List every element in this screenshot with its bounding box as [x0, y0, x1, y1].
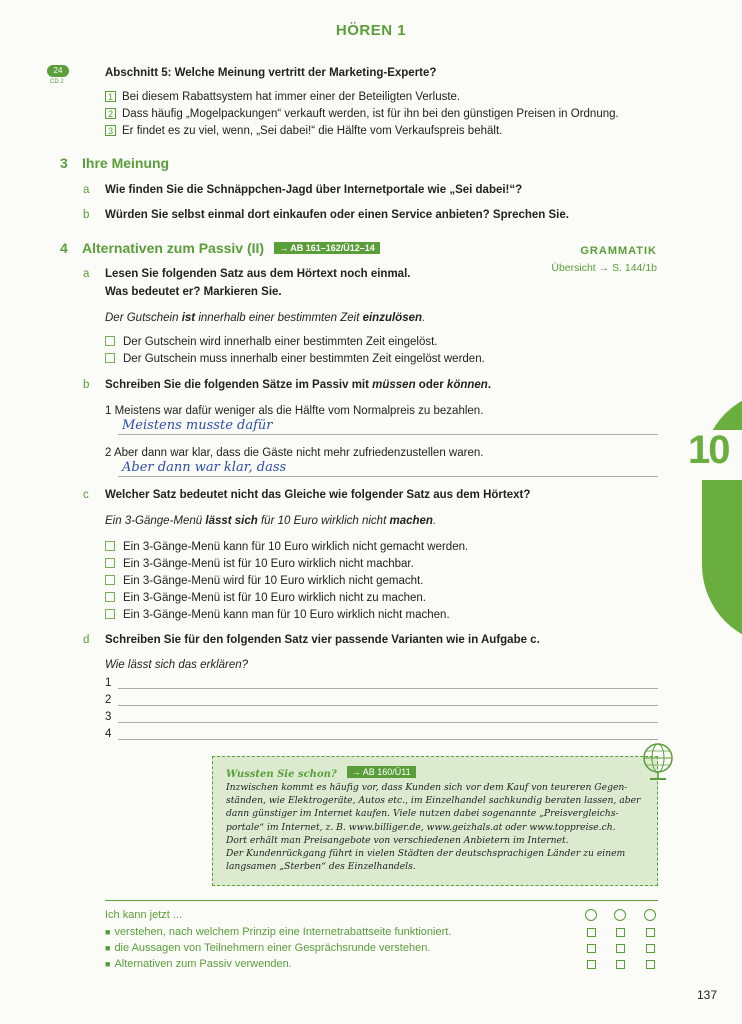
text: einzulösen [362, 312, 423, 324]
kann-item-2 [105, 942, 430, 954]
self-check-box[interactable] [616, 928, 625, 937]
handwritten-answer-1[interactable]: Meistens musste dafür [122, 418, 273, 433]
option-text: Ein 3-Gänge-Menü kann für 10 Euro wirklich nicht gemacht werden. [123, 541, 469, 553]
self-check-box[interactable] [587, 944, 596, 953]
checkbox[interactable] [105, 592, 115, 602]
text-line: ständen, wie Elektrogeräte, Autos etc., im Einzelhandel sachkundig beraten lassen, aber [226, 795, 641, 807]
letter-c: c [83, 489, 89, 501]
self-check-box[interactable] [646, 944, 655, 953]
exercise-4a-line2: Was bedeutet er? Markieren Sie. [105, 286, 282, 298]
text: die Aussagen von Teilnehmern einer Gesprächsrunde verstehen. [114, 942, 431, 954]
option-number: 3 [105, 125, 116, 136]
text: müssen [372, 379, 416, 391]
option-text: Er findet es zu viel, wenn, „Sei dabei!“ die Hälfte vom Verkaufspreis behält. [122, 125, 503, 137]
answer-line[interactable] [118, 705, 658, 706]
text: lässt sich [205, 515, 258, 527]
exercise-3b-text: Würden Sie selbst einmal dort einkaufen oder einen Service anbieten? Sprechen Sie. [105, 209, 569, 221]
option-number: 1 [105, 91, 116, 102]
exercise-4c-option-5[interactable] [105, 609, 450, 621]
kann-item-1 [105, 926, 451, 938]
checkbox[interactable] [105, 336, 115, 346]
exercise-3-title: Ihre Meinung [82, 155, 170, 171]
checkbox[interactable] [105, 609, 115, 619]
exercise-4a-option-2[interactable] [105, 353, 485, 365]
text: Alternativen zum Passiv verwenden. [114, 958, 292, 970]
wussten-box [212, 756, 658, 886]
exercise-3a-text: Wie finden Sie die Schnäppchen-Jagd über Internetportale wie „Sei dabei!“? [105, 184, 523, 196]
self-check-box[interactable] [587, 960, 596, 969]
exercise-4a-option-1[interactable] [105, 336, 437, 348]
self-check-box[interactable] [646, 928, 655, 937]
checkbox[interactable] [105, 558, 115, 568]
abschnitt-question: Abschnitt 5: Welche Meinung vertritt der Marketing-Experte? [105, 67, 437, 79]
abschnitt-option-2[interactable] [105, 108, 619, 120]
text-line: Der Kundenrückgang führt in vielen Städten der deutschsprachigen Länder zu einem [226, 848, 626, 860]
option-text: Der Gutschein muss innerhalb einer bestimmten Zeit eingelöst werden. [123, 353, 485, 365]
text: Schreiben Sie die folgenden Sätze im Passiv mit [105, 379, 373, 391]
wussten-ref: → AB 160/Ü11 [347, 766, 416, 778]
answer-number: 2 [105, 694, 112, 706]
wussten-header [226, 766, 416, 780]
exercise-4-title: Alternativen zum Passiv (II) [82, 240, 265, 256]
answer-line[interactable] [118, 722, 658, 723]
exercise-4b-instruction [105, 379, 491, 391]
answer-number: 3 [105, 711, 112, 723]
text: ist [181, 312, 196, 324]
self-check-box[interactable] [646, 960, 655, 969]
option-text: Ein 3-Gänge-Menü ist für 10 Euro wirklich nicht zu machen. [123, 592, 426, 604]
letter-a: a [83, 184, 90, 196]
bullet-icon: ■ [105, 927, 111, 937]
sad-face-icon [644, 909, 656, 921]
globe-icon [638, 740, 678, 784]
text: Der Gutschein [105, 312, 182, 324]
bullet-icon: ■ [105, 943, 111, 953]
text: können [446, 379, 488, 391]
option-number: 2 [105, 108, 116, 119]
option-text: Ein 3-Gänge-Menü wird für 10 Euro wirklich nicht gemacht. [123, 575, 424, 587]
exercise-4a-example [105, 312, 425, 324]
exercise-4c-example [105, 515, 436, 527]
text: machen [389, 515, 433, 527]
text-line: dann günstiger im Internet kaufen. Viele nutzen dabei sogenannte „Preisvergleichs- [226, 808, 619, 820]
option-text: Der Gutschein wird innerhalb einer bestimmten Zeit eingelöst. [123, 336, 438, 348]
chapter-number: 10 [688, 428, 729, 472]
answer-line [118, 434, 658, 435]
divider [105, 900, 658, 901]
text-line: portale“ im Internet, z. B. www.billiger.de, www.geizhals.at oder www.toppreise.ch. [226, 821, 616, 833]
kann-title: Ich kann jetzt ... [105, 909, 183, 921]
exercise-4b-sentence-1: 1 Meistens war dafür weniger als die Hälfte vom Normalpreis zu bezahlen. [105, 405, 484, 417]
checkbox[interactable] [105, 353, 115, 363]
exercise-4c-question: Welcher Satz bedeutet nicht das Gleiche wie folgender Satz aus dem Hörtext? [105, 489, 531, 501]
wussten-text [226, 781, 640, 873]
text: innerhalb einer bestimmten Zeit [195, 312, 363, 324]
text: . [432, 515, 437, 527]
checkbox[interactable] [105, 541, 115, 551]
grammatik-label: GRAMMATIK [580, 245, 657, 257]
text-line: Dort erhält man Preisangebote von verschiedenen Anbietern im Internet. [226, 834, 569, 846]
self-check-box[interactable] [616, 944, 625, 953]
text-line: Inzwischen kommt es häufig vor, dass Kunden sich vor dem Kauf von teureren Gegen- [226, 782, 628, 793]
text: für 10 Euro wirklich nicht [257, 515, 390, 527]
self-check-box[interactable] [587, 928, 596, 937]
exercise-3-number: 3 [60, 155, 68, 171]
text: oder [415, 379, 447, 391]
page-title: HÖREN 1 [335, 22, 407, 39]
text: verstehen, nach welchem Prinzip eine Internetrabattseite funktioniert. [114, 926, 452, 938]
checkbox[interactable] [105, 575, 115, 585]
bullet-icon: ■ [105, 959, 111, 969]
happy-face-icon [585, 909, 597, 921]
text: . [487, 379, 492, 391]
self-check-box[interactable] [616, 960, 625, 969]
answer-number: 4 [105, 728, 112, 740]
exercise-4c-option-4[interactable] [105, 592, 426, 604]
cd-track: 24 [53, 66, 63, 75]
abschnitt-option-3[interactable] [105, 125, 502, 137]
handwritten-answer-2[interactable]: Aber dann war klar, dass [122, 460, 287, 475]
workbook-ref: → AB 161–162/Ü12–14 [274, 242, 380, 254]
option-text: Ein 3-Gänge-Menü kann man für 10 Euro wirklich nicht machen. [123, 609, 450, 621]
text: . [422, 312, 426, 324]
letter-b: b [83, 209, 90, 221]
text: Ein 3-Gänge-Menü [105, 515, 206, 527]
exercise-4c-option-2[interactable] [105, 558, 414, 570]
answer-line[interactable] [118, 739, 658, 740]
cd-icon [47, 65, 69, 77]
letter-b: b [83, 379, 90, 391]
abschnitt-option-1[interactable] [105, 91, 460, 103]
answer-number: 1 [105, 677, 112, 689]
exercise-4a-line1: Lesen Sie folgenden Satz aus dem Hörtext noch einmal. [105, 268, 411, 280]
exercise-4d-instruction: Schreiben Sie für den folgenden Satz vier passende Varianten wie in Aufgabe c. [105, 634, 540, 646]
option-text: Dass häufig „Mogelpackungen“ verkauft werden, ist für ihn bei den günstigen Preisen in Ordnung. [122, 108, 619, 120]
letter-d: d [83, 634, 90, 646]
uebersicht-link[interactable]: Übersicht → S. 144/1b [551, 262, 657, 274]
exercise-4c-option-1[interactable] [105, 541, 468, 553]
option-text: Ein 3-Gänge-Menü ist für 10 Euro wirklich nicht machbar. [123, 558, 414, 570]
page-number: 137 [697, 988, 718, 1002]
letter-a: a [83, 268, 90, 280]
neutral-face-icon [614, 909, 626, 921]
exercise-4b-sentence-2: 2 Aber dann war klar, dass die Gäste nicht mehr zufriedenzustellen waren. [105, 447, 484, 459]
exercise-4-title-row [82, 240, 380, 256]
kann-item-3 [105, 958, 292, 970]
cd-label: CD 2 [50, 79, 64, 85]
exercise-4c-option-3[interactable] [105, 575, 423, 587]
exercise-4d-sentence: Wie lässt sich das erklären? [105, 659, 249, 671]
text-line: langsamen „Sterben“ des Einzelhandels. [226, 861, 416, 873]
answer-line [118, 476, 658, 477]
answer-line[interactable] [118, 688, 658, 689]
option-text: Bei diesem Rabattsystem hat immer einer der Beteiligten Verluste. [122, 91, 461, 103]
exercise-4-number: 4 [60, 240, 68, 256]
wussten-title: Wussten Sie schon? [226, 769, 337, 780]
